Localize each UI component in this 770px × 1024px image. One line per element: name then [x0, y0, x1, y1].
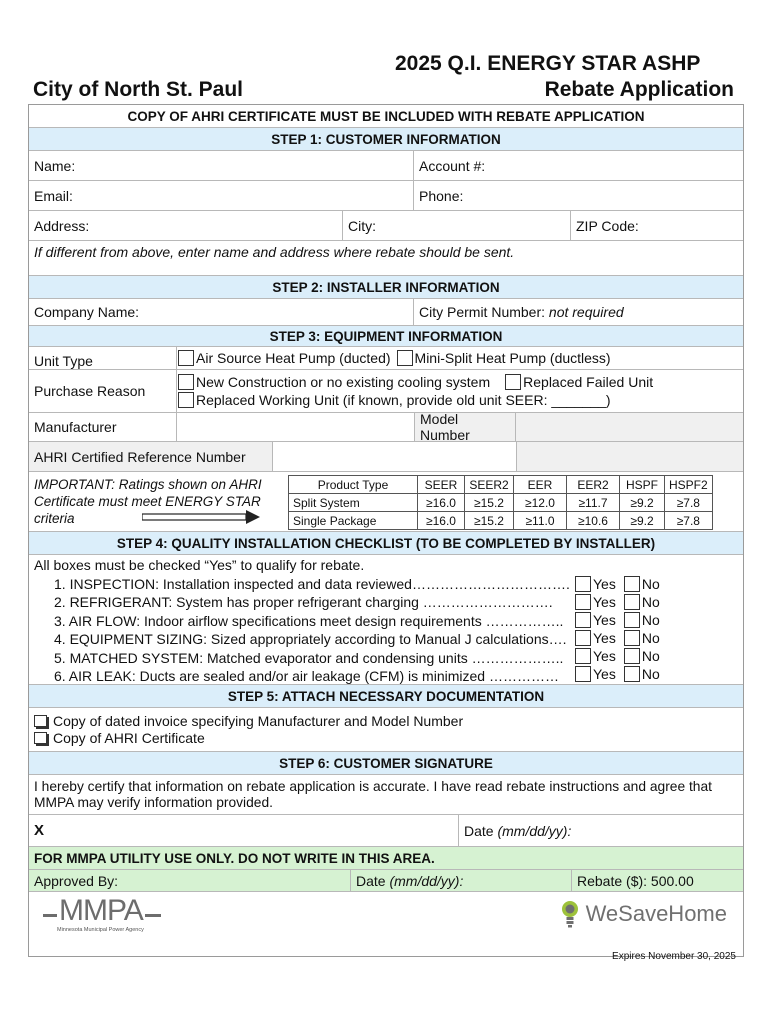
table-header: SEER2	[465, 476, 514, 494]
permit-field[interactable]	[414, 299, 743, 325]
alt-address-row	[29, 241, 743, 276]
table-cell: ≥11.7	[567, 494, 620, 512]
criteria-header-row	[289, 476, 713, 494]
step2-header-row	[29, 276, 743, 299]
table-row	[289, 512, 713, 530]
yes-checkbox[interactable]	[575, 576, 591, 592]
city-name: City of North St. Paul	[33, 78, 243, 101]
checklist-item: 4. EQUIPMENT SIZING: Sized appropriately according to Manual J calculations….	[54, 631, 567, 647]
replaced-failed-label: Replaced Failed Unit	[523, 374, 654, 390]
checklist	[34, 556, 570, 686]
expiration-date: Expires November 30, 2025	[612, 951, 736, 962]
table-header: SEER	[418, 476, 465, 494]
step6-title: STEP 6: CUSTOMER SIGNATURE	[29, 752, 743, 774]
right-arrow-icon	[142, 510, 262, 524]
table-header: Product Type	[289, 476, 418, 494]
table-header: EER2	[567, 476, 620, 494]
yes-checkbox[interactable]	[575, 612, 591, 628]
no-checkbox[interactable]	[624, 612, 640, 628]
purchase-reason-row	[29, 370, 743, 413]
no-label: No	[641, 612, 660, 628]
table-cell: ≥15.2	[465, 512, 514, 530]
checklist-item: 5. MATCHED SYSTEM: Matched evaporator and condensing units ………………..	[54, 649, 564, 666]
yes-checkbox[interactable]	[575, 630, 591, 646]
logo-area	[29, 892, 743, 956]
purchase-reason-label: Purchase Reason	[29, 370, 177, 412]
yes-no-4	[575, 630, 660, 646]
table-cell: ≥16.0	[418, 494, 465, 512]
manufacturer-input[interactable]	[177, 413, 415, 441]
utility-header-row	[29, 847, 743, 870]
yes-no-1	[575, 576, 660, 592]
documentation-row	[29, 708, 743, 752]
signature-row	[29, 815, 743, 847]
invoice-label: Copy of dated invoice specifying Manufacturer and Model Number	[53, 712, 464, 729]
unit-type-label: Unit Type	[29, 347, 177, 369]
yes-label: Yes	[593, 612, 616, 628]
checklist-item: 6. AIR LEAK: Ducts are sealed and/or air leakage (CFM) is minimized ……………	[54, 668, 559, 684]
table-row	[289, 494, 713, 512]
checklist-item: 1. INSPECTION: Installation inspected and data reviewed…………………………….	[54, 575, 570, 592]
yes-no-3	[575, 612, 660, 628]
utility-fields-row	[29, 870, 743, 892]
utility-date-format: (mm/dd/yy):	[389, 872, 464, 889]
table-header: EER	[514, 476, 567, 494]
yes-label: Yes	[593, 666, 616, 682]
table-cell: Single Package	[289, 512, 418, 530]
checklist-item: 3. AIR FLOW: Indoor airflow specifications meet design requirements ……………..	[54, 612, 564, 629]
utility-date-field[interactable]	[351, 870, 572, 891]
no-label: No	[641, 630, 660, 646]
new-construction-checkbox[interactable]	[178, 374, 194, 390]
ahri-cert-checkbox[interactable]	[34, 732, 47, 744]
ahri-filler	[517, 442, 743, 471]
documentation-list	[29, 708, 743, 751]
date-format: (mm/dd/yy):	[497, 822, 572, 839]
yes-checkbox[interactable]	[575, 648, 591, 664]
ahri-input[interactable]	[273, 442, 517, 471]
table-cell: ≥11.0	[514, 512, 567, 530]
important-note: IMPORTANT: Ratings shown on AHRI Certificate must meet ENERGY STAR criteria	[34, 477, 262, 526]
utility-title: FOR MMPA UTILITY USE ONLY. DO NOT WRITE IN THIS AREA.	[34, 850, 435, 866]
alt-address-note[interactable]: If different from above, enter name and address where rebate should be sent.	[34, 244, 515, 260]
ashp-ducted-checkbox[interactable]	[178, 350, 194, 366]
table-cell: ≥15.2	[465, 494, 514, 512]
signature-date-field[interactable]	[459, 815, 743, 846]
yes-no-6	[575, 666, 660, 682]
wesavehome-text: WeSaveHome	[585, 901, 727, 926]
ratings-row	[29, 472, 743, 532]
no-checkbox[interactable]	[624, 576, 640, 592]
table-cell: ≥16.0	[418, 512, 465, 530]
no-checkbox[interactable]	[624, 630, 640, 646]
step4-header-row	[29, 532, 743, 555]
unit-type-row	[29, 347, 743, 370]
step3-header-row	[29, 326, 743, 347]
date-label: Date	[464, 822, 494, 839]
lightbulb-icon	[560, 898, 580, 930]
energy-star-criteria-table	[288, 475, 713, 530]
replaced-working-label: Replaced Working Unit (if known, provide old unit SEER: _______)	[196, 392, 611, 408]
table-cell: Split System	[289, 494, 418, 512]
permit-label: City Permit Number:	[419, 304, 546, 320]
table-cell: ≥7.8	[665, 512, 713, 530]
model-number-label: Model Number	[415, 413, 516, 441]
new-construction-label: New Construction or no existing cooling system	[196, 374, 491, 390]
wesavehome-logo	[560, 898, 727, 930]
mini-split-label: Mini-Split Heat Pump (ductless)	[414, 350, 611, 366]
no-label: No	[641, 648, 660, 664]
yes-checkbox[interactable]	[575, 594, 591, 610]
step5-title: STEP 5: ATTACH NECESSARY DOCUMENTATION	[29, 685, 743, 707]
certification-text: I hereby certify that information on rebate application is accurate. I have read rebate instructions and agree that MMPA may verify information provided.	[34, 778, 712, 810]
rebate-form	[28, 104, 744, 957]
notice-row	[29, 105, 743, 128]
ashp-ducted-label: Air Source Heat Pump (ducted)	[196, 350, 391, 366]
no-label: No	[641, 576, 660, 592]
checklist-row	[29, 555, 743, 685]
zip-field[interactable]: ZIP Code:	[576, 217, 639, 234]
step1-title: STEP 1: CUSTOMER INFORMATION	[29, 128, 743, 150]
email-row	[29, 181, 743, 211]
account-field[interactable]: Account #:	[419, 157, 486, 174]
purchase-reason-options	[177, 370, 743, 412]
mmpa-logo-subtitle: Minnesota Municipal Power Agency	[57, 927, 144, 933]
mmpa-logo-text: MMPA	[59, 894, 143, 927]
no-checkbox[interactable]	[624, 666, 640, 682]
ahri-row	[29, 442, 743, 472]
table-cell: ≥12.0	[514, 494, 567, 512]
invoice-checkbox[interactable]	[34, 715, 47, 727]
address-row	[29, 211, 743, 241]
yes-label: Yes	[593, 648, 616, 664]
table-cell: ≥10.6	[567, 512, 620, 530]
step6-header-row	[29, 752, 743, 775]
no-checkbox[interactable]	[624, 648, 640, 664]
unit-type-options	[177, 347, 743, 369]
step2-title: STEP 2: INSTALLER INFORMATION	[29, 276, 743, 298]
yes-no-2	[575, 594, 660, 610]
mmpa-logo	[43, 896, 161, 933]
step5-header-row	[29, 685, 743, 708]
city-field[interactable]: City:	[343, 211, 571, 240]
company-name-field[interactable]: Company Name:	[29, 299, 414, 325]
table-cell: ≥9.2	[620, 512, 665, 530]
ahri-label: AHRI Certified Reference Number	[29, 442, 273, 471]
email-field[interactable]: Email:	[29, 181, 414, 210]
table-header: HSPF2	[665, 476, 713, 494]
checklist-intro: All boxes must be checked “Yes” to qualify for rebate.	[34, 557, 365, 573]
certification-row	[29, 775, 743, 815]
approved-by-field[interactable]: Approved By:	[29, 870, 351, 891]
replaced-working-checkbox[interactable]	[178, 392, 194, 408]
replaced-failed-checkbox[interactable]	[505, 374, 521, 390]
permit-note: not required	[548, 304, 624, 320]
step1-header-row	[29, 128, 743, 151]
address-field[interactable]: Address:	[29, 211, 343, 240]
mini-split-checkbox[interactable]	[397, 350, 413, 366]
yes-no-5	[575, 648, 660, 664]
manufacturer-row	[29, 413, 743, 442]
rebate-amount: Rebate ($): 500.00	[577, 872, 694, 889]
title-line-1: 2025 Q.I. ENERGY STAR ASHP	[395, 52, 701, 75]
step4-title: STEP 4: QUALITY INSTALLATION CHECKLIST (TO BE COMPLETED BY INSTALLER)	[29, 532, 743, 554]
name-field[interactable]: Name:	[29, 151, 414, 180]
ahri-cert-label: Copy of AHRI Certificate	[53, 729, 205, 746]
step3-title: STEP 3: EQUIPMENT INFORMATION	[29, 326, 743, 346]
yes-label: Yes	[593, 594, 616, 610]
table-cell: ≥9.2	[620, 494, 665, 512]
name-row	[29, 151, 743, 181]
phone-field[interactable]: Phone:	[419, 187, 464, 204]
checklist-item: 2. REFRIGERANT: System has proper refrigerant charging ……………………….	[54, 594, 553, 610]
model-number-input[interactable]	[516, 413, 743, 441]
no-label: No	[641, 594, 660, 610]
yes-label: Yes	[593, 576, 616, 592]
yes-label: Yes	[593, 630, 616, 646]
title-line-2: Rebate Application	[544, 78, 734, 101]
installer-row	[29, 299, 743, 326]
table-header: HSPF	[620, 476, 665, 494]
table-cell: ≥7.8	[665, 494, 713, 512]
utility-date-label: Date	[356, 872, 386, 889]
signature-field[interactable]: X	[29, 815, 459, 846]
yes-checkbox[interactable]	[575, 666, 591, 682]
ahri-notice: COPY OF AHRI CERTIFICATE MUST BE INCLUDED WITH REBATE APPLICATION	[127, 108, 645, 124]
no-label: No	[641, 666, 660, 682]
manufacturer-label: Manufacturer	[29, 413, 177, 441]
no-checkbox[interactable]	[624, 594, 640, 610]
